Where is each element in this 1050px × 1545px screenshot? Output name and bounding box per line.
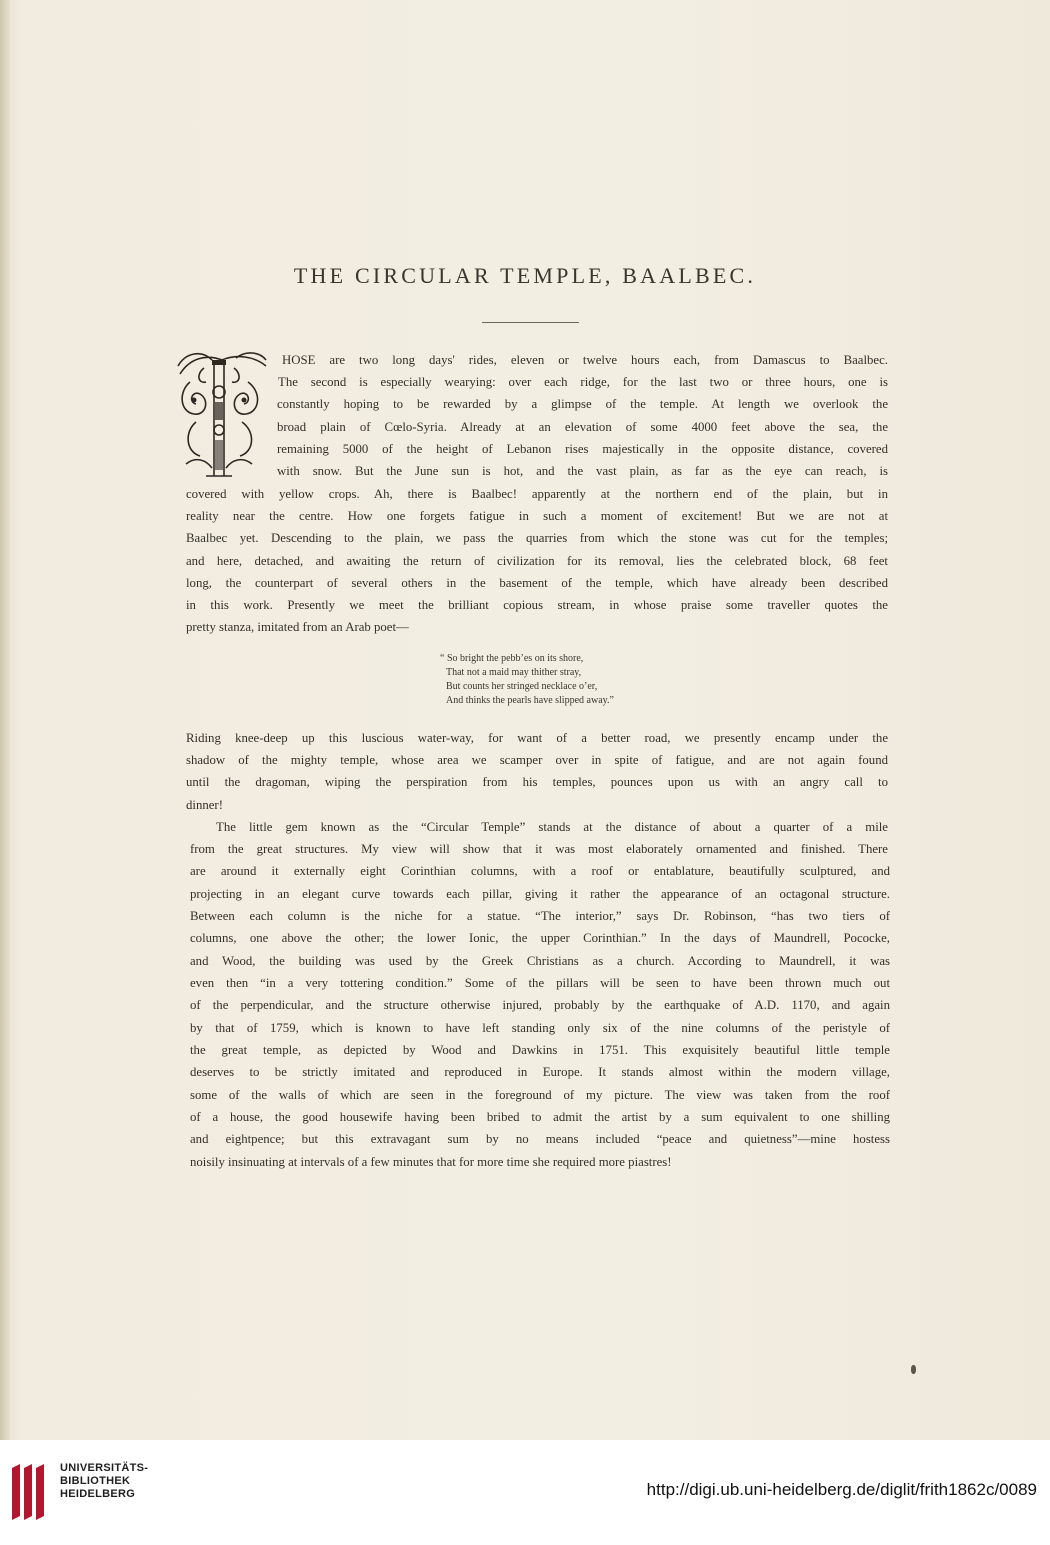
title-rule: [482, 322, 579, 323]
institution-name: [60, 1462, 148, 1501]
paragraph-1-line-11: long, the counterpart of several others in the basement of the temple, which have already been described: [186, 576, 888, 590]
paragraph-3-line-15: and eightpence; but this extravagant sum by no means included “peace and quietness”—mine hostess: [190, 1132, 890, 1146]
paragraph-2-line-3: until the dragoman, wiping the perspiration from his temples, pounces upon us with an angry call to: [186, 775, 888, 789]
source-url-link[interactable]: http://digi.ub.uni-heidelberg.de/diglit/frith1862c/0089: [646, 1480, 1037, 1499]
paragraph-1-line-2: The second is especially wearying: over each ridge, for the last two or three hours, one is: [278, 375, 888, 389]
paragraph-2-line-4: dinner!: [186, 798, 223, 812]
paragraph-3-line-6: columns, one above the other; the lower Ionic, the upper Corinthian.” In the days of Maundrell, Pococke,: [190, 931, 890, 945]
paragraph-1-line-3: constantly hoping to be rewarded by a glimpse of the temple. At length we overlook the: [277, 397, 888, 411]
poem-line-1: “ So bright the pebb’es on its shore,: [440, 653, 584, 664]
university-library-logo-icon[interactable]: [10, 1462, 50, 1522]
paragraph-1-line-6: with snow. But the June sun is hot, and the vast plain, as far as the eye can reach, is: [277, 464, 888, 478]
paragraph-3-line-7: and Wood, the building was used by the Greek Christians as a church. According to Maundrell, it was: [190, 954, 890, 968]
paragraph-1-line-13: pretty stanza, imitated from an Arab poet—: [186, 620, 409, 634]
paragraph-2-line-2: shadow of the mighty temple, whose area we scamper over in spite of fatigue, and are not again found: [186, 753, 888, 767]
paragraph-1-line-9: Baalbec yet. Descending to the plain, we pass the quarries from which the stone was cut for the temples;: [186, 531, 888, 545]
ink-spot: [911, 1365, 916, 1374]
paragraph-3-line-16: noisily insinuating at intervals of a few minutes that for more time she required more piastres!: [190, 1155, 672, 1169]
decorated-initial-t-icon: [176, 352, 268, 484]
institution-line-1: UNIVERSITÄTS-: [60, 1462, 149, 1474]
paragraph-3-line-3: are around it externally eight Corinthian columns, with a roof or entablature, beautifully sculptured, and: [190, 864, 890, 878]
page-binding-edge: [0, 0, 10, 1440]
paragraph-2-line-1: Riding knee-deep up this luscious water-way, for want of a better road, we presently encamp under the: [186, 731, 888, 745]
page-title: THE CIRCULAR TEMPLE, BAALBEC.: [293, 263, 757, 288]
paragraph-3-line-11: the great temple, as depicted by Wood and Dawkins in 1751. This exquisitely beautiful little temple: [190, 1043, 890, 1057]
paragraph-3-line-5: Between each column is the niche for a statue. “The interior,” says Dr. Robinson, “has two tiers of: [190, 909, 890, 923]
institution-line-3: HEIDELBERG: [60, 1488, 136, 1500]
poem-line-2: That not a maid may thither stray,: [446, 667, 582, 678]
paragraph-1-line-4: broad plain of Cœlo-Syria. Already at an elevation of some 4000 feet above the sea, the: [277, 420, 888, 434]
paragraph-1-line-1: HOSE are two long days' rides, eleven or twelve hours each, from Damascus to Baalbec.: [282, 353, 888, 367]
paragraph-1-line-12: in this work. Presently we meet the brilliant copious stream, in whose praise some traveller quotes the: [186, 598, 888, 612]
paragraph-3-line-4: projecting in an elegant curve towards each pillar, giving it rather the appearance of an octagonal structure.: [190, 887, 890, 901]
quoted-poem: [440, 652, 614, 708]
paragraph-1-line-8: reality near the centre. How one forgets fatigue in such a moment of excitement! But we are not at: [186, 509, 888, 523]
paragraph-3-line-1: The little gem known as the “Circular Temple” stands at the distance of about a quarter of a mile: [216, 820, 888, 834]
paragraph-3-line-13: some of the walls of which are seen in the foreground of my picture. The view was taken from the roof: [190, 1088, 890, 1102]
paragraph-3-line-9: of the perpendicular, and the structure otherwise injured, probably by the earthquake of A.D. 1170, and again: [190, 998, 890, 1012]
paragraph-3-line-8: even then “in a very tottering condition.” Some of the pillars will be seen to have been thrown much out: [190, 976, 890, 990]
paragraph-1-line-7: covered with yellow crops. Ah, there is Baalbec! apparently at the northern end of the plain, but in: [186, 487, 888, 501]
institution-line-2: BIBLIOTHEK: [60, 1475, 131, 1487]
paragraph-3-line-14: of a house, the good housewife having been bribed to admit the artist by a sum equivalent to one shilling: [190, 1110, 890, 1124]
paragraph-3-line-12: deserves to be strictly imitated and reproduced in Europe. It stands almost within the modern village,: [190, 1065, 890, 1079]
poem-line-4: And thinks the pearls have slipped away.”: [446, 695, 614, 706]
paragraph-1-line-10: and here, detached, and awaiting the return of civilization for its removal, lies the celebrated block, 68 feet: [186, 554, 888, 568]
paragraph-1-line-5: remaining 5000 of the height of Lebanon rises majestically in the opposite distance, covered: [277, 442, 888, 456]
poem-line-3: But counts her stringed necklace o’er,: [446, 681, 598, 692]
paragraph-3-line-2: from the great structures. My view will show that it was most elaborately ornamented and finished. There: [190, 842, 888, 856]
paragraph-3-line-10: by that of 1759, which is known to have left standing only six of the nine columns of the peristyle of: [190, 1021, 890, 1035]
